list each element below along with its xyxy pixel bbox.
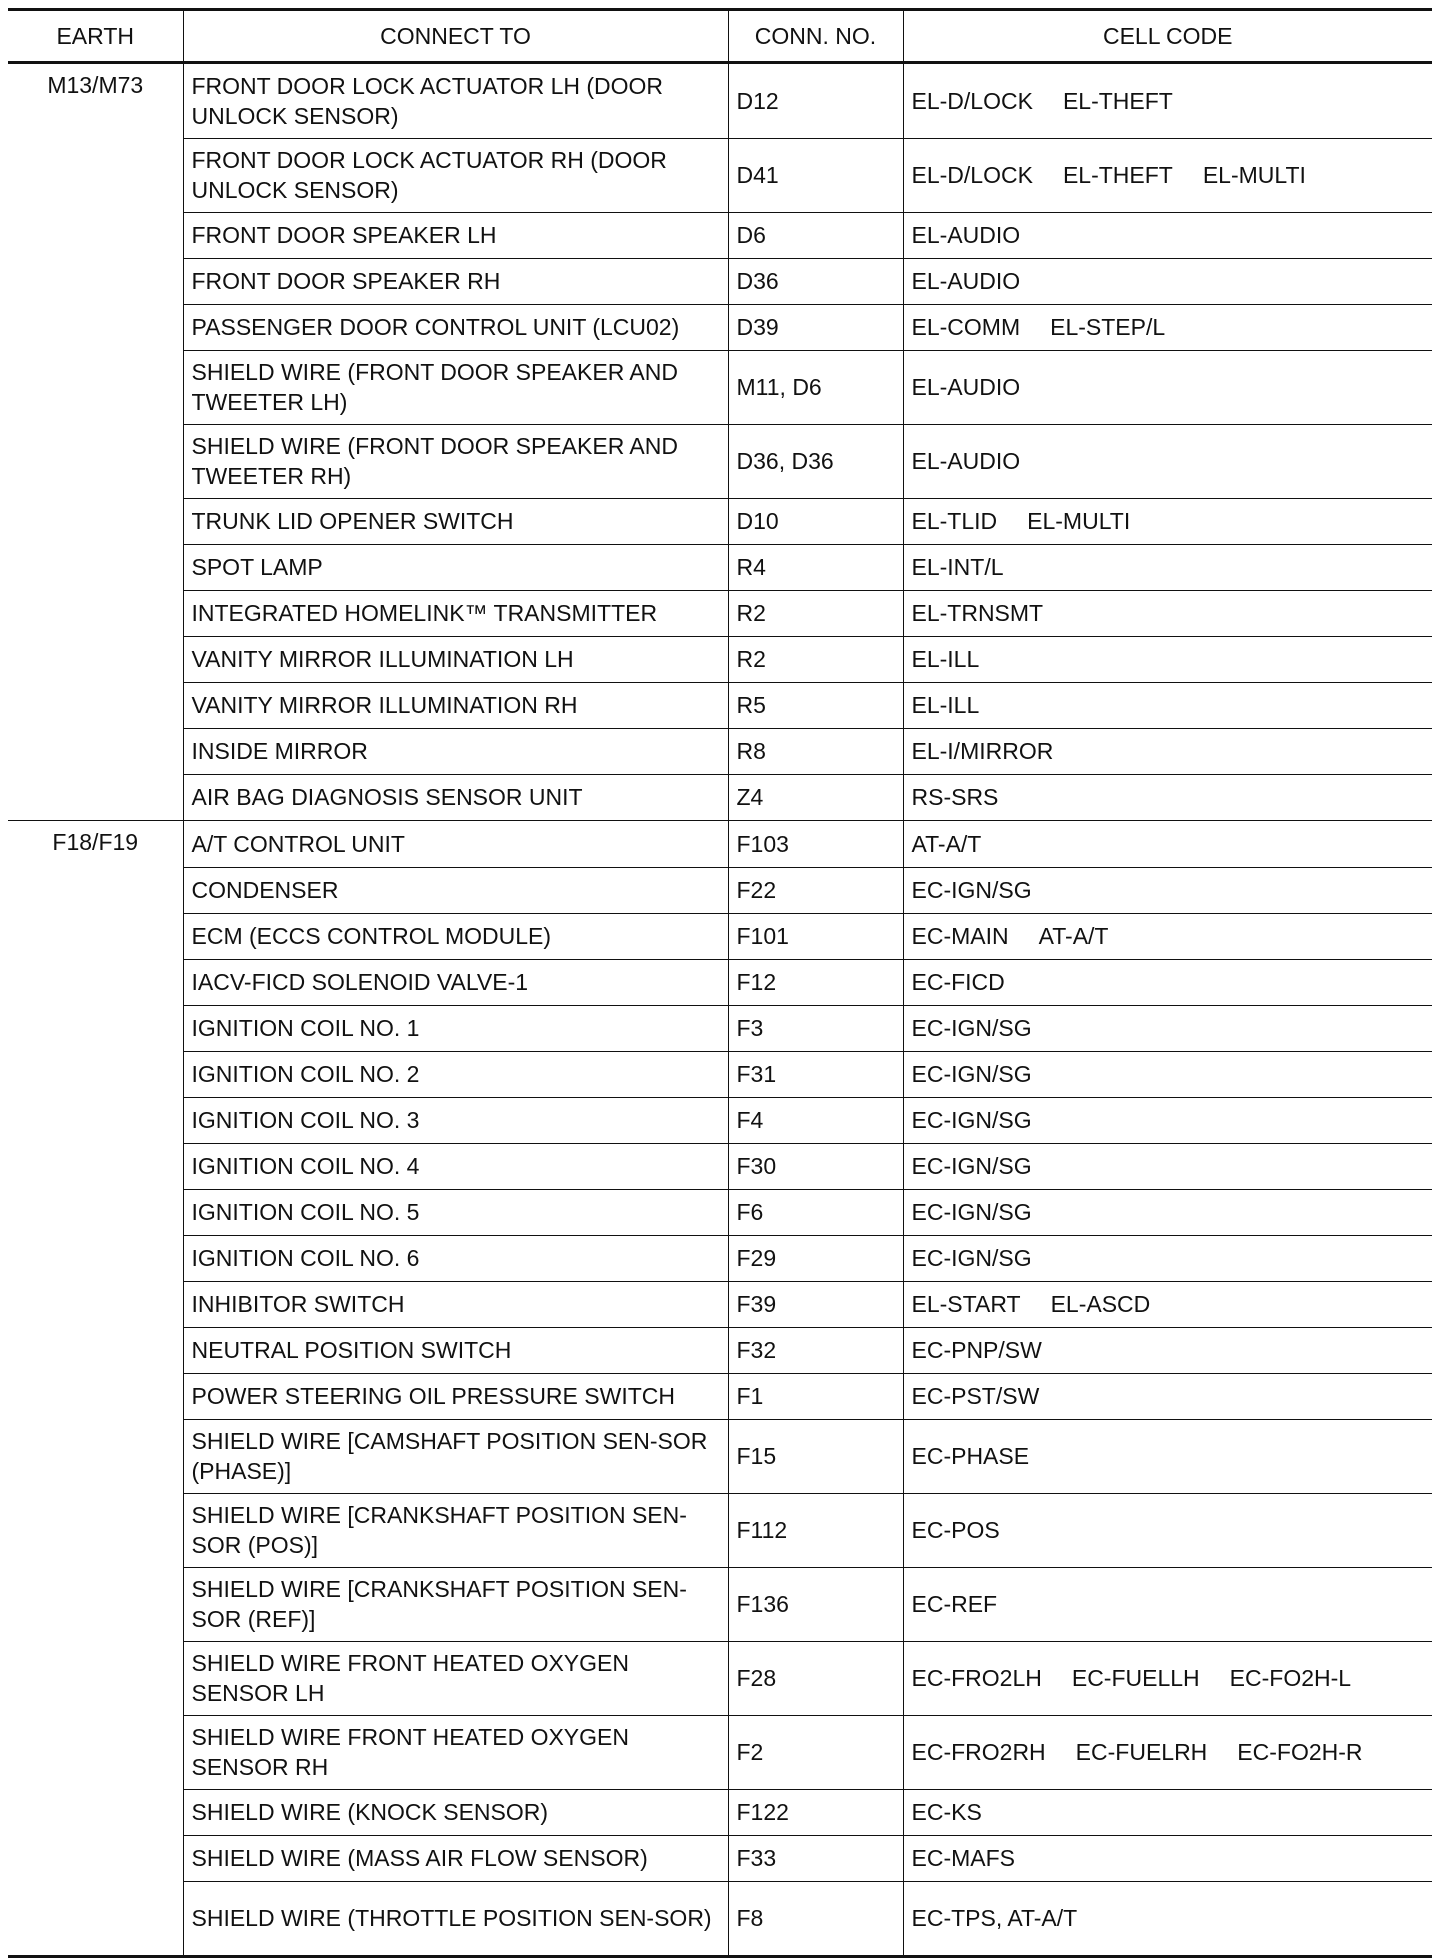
cell-code-cell [903, 1143, 1432, 1189]
cell-code: EC-IGN/SG [911, 877, 1032, 903]
earth-cell [8, 1051, 183, 1097]
earth-connection-table [8, 8, 1432, 1958]
cell-code: EL-MULTI [1202, 162, 1306, 188]
cell-code: EC-MAFS [911, 1845, 1015, 1871]
connect-to-cell: FRONT DOOR SPEAKER RH [183, 258, 728, 304]
cell-code: EL-D/LOCK [911, 87, 1033, 114]
cell-code-cell [903, 258, 1432, 304]
cell-code: EC-PST/SW [911, 1383, 1040, 1409]
cell-code: AT-A/T [1038, 923, 1109, 949]
table-row [8, 682, 1432, 728]
cell-code-cell [903, 63, 1432, 139]
connect-to-cell: SHIELD WIRE (FRONT DOOR SPEAKER AND TWEETER LH) [183, 350, 728, 424]
conn-no-cell: D12 [728, 63, 903, 139]
conn-no-cell: F33 [728, 1835, 903, 1881]
connect-to-cell: TRUNK LID OPENER SWITCH [183, 498, 728, 544]
earth-cell [8, 1789, 183, 1835]
earth-cell [8, 959, 183, 1005]
earth-cell [8, 728, 183, 774]
earth-cell [8, 138, 183, 212]
conn-no-cell: F122 [728, 1789, 903, 1835]
connect-to-cell: SHIELD WIRE FRONT HEATED OXYGEN SENSOR LH [183, 1641, 728, 1715]
conn-no-cell: F2 [728, 1715, 903, 1789]
connect-to-cell: VANITY MIRROR ILLUMINATION LH [183, 636, 728, 682]
connect-to-cell: NEUTRAL POSITION SWITCH [183, 1327, 728, 1373]
cell-code: EC-IGN/SG [911, 1015, 1032, 1041]
cell-code: EC-REF [911, 1591, 998, 1617]
cell-code-cell [903, 138, 1432, 212]
cell-code: EC-PNP/SW [911, 1337, 1042, 1363]
connect-to-cell: FRONT DOOR LOCK ACTUATOR RH (DOOR UNLOCK SENSOR) [183, 138, 728, 212]
cell-code: EC-FO2H-R [1237, 1739, 1363, 1765]
cell-code: EL-AUDIO [911, 222, 1021, 248]
connect-to-cell: SHIELD WIRE [CAMSHAFT POSITION SEN-SOR (PHASE)] [183, 1419, 728, 1493]
conn-no-cell: F30 [728, 1143, 903, 1189]
conn-no-cell: R5 [728, 682, 903, 728]
connect-to-cell: VANITY MIRROR ILLUMINATION RH [183, 682, 728, 728]
conn-no-cell: D41 [728, 138, 903, 212]
connect-to-cell: FRONT DOOR SPEAKER LH [183, 212, 728, 258]
conn-no-cell: F136 [728, 1567, 903, 1641]
earth-cell [8, 1281, 183, 1327]
connect-to-cell: SHIELD WIRE (FRONT DOOR SPEAKER AND TWEETER RH) [183, 424, 728, 498]
earth-cell [8, 774, 183, 821]
table-row [8, 138, 1432, 212]
cell-code: EC-IGN/SG [911, 1107, 1032, 1133]
cell-code-cell [903, 1493, 1432, 1567]
cell-code-cell [903, 636, 1432, 682]
cell-code: EC-FICD [911, 969, 1005, 995]
table-body [8, 63, 1432, 1957]
cell-code-cell [903, 1189, 1432, 1235]
cell-code: AT-A/T [911, 830, 982, 857]
cell-code-cell [903, 498, 1432, 544]
header-conn-no: CONN. NO. [728, 10, 903, 63]
cell-code: EL-START [911, 1291, 1021, 1317]
cell-code-cell [903, 544, 1432, 590]
connect-to-cell: POWER STEERING OIL PRESSURE SWITCH [183, 1373, 728, 1419]
earth-cell [8, 350, 183, 424]
connect-to-cell: INTEGRATED HOMELINK™ TRANSMITTER [183, 590, 728, 636]
cell-code-cell [903, 821, 1432, 868]
cell-code-cell [903, 682, 1432, 728]
cell-code: EL-TRNSMT [911, 600, 1044, 626]
conn-no-cell: F32 [728, 1327, 903, 1373]
cell-code-cell [903, 1373, 1432, 1419]
conn-no-cell: F29 [728, 1235, 903, 1281]
conn-no-cell: D39 [728, 304, 903, 350]
earth-cell [8, 258, 183, 304]
earth-cell [8, 212, 183, 258]
cell-code-cell [903, 1097, 1432, 1143]
connect-to-cell: FRONT DOOR LOCK ACTUATOR LH (DOOR UNLOCK SENSOR) [183, 63, 728, 139]
cell-code-cell [903, 1281, 1432, 1327]
conn-no-cell: R8 [728, 728, 903, 774]
cell-code: EC-FUELRH [1075, 1739, 1208, 1765]
cell-code: EC-FRO2LH [911, 1665, 1042, 1691]
cell-code: EC-TPS, AT-A/T [911, 1905, 1078, 1932]
cell-code: EL-ILL [911, 646, 980, 672]
conn-no-cell: F8 [728, 1881, 903, 1957]
cell-code: EC-IGN/SG [911, 1153, 1032, 1179]
earth-cell [8, 1419, 183, 1493]
cell-code-cell [903, 1235, 1432, 1281]
connect-to-cell: IGNITION COIL NO. 4 [183, 1143, 728, 1189]
table-row [8, 959, 1432, 1005]
cell-code: EL-MULTI [1027, 508, 1131, 534]
cell-code-cell [903, 913, 1432, 959]
connect-to-cell: SHIELD WIRE [CRANKSHAFT POSITION SEN-SOR (POS)] [183, 1493, 728, 1567]
cell-code-cell [903, 728, 1432, 774]
table-row [8, 63, 1432, 139]
connect-to-cell: PASSENGER DOOR CONTROL UNIT (LCU02) [183, 304, 728, 350]
table-row [8, 258, 1432, 304]
conn-no-cell: F112 [728, 1493, 903, 1567]
earth-cell [8, 304, 183, 350]
earth-cell [8, 1881, 183, 1957]
connect-to-cell: SHIELD WIRE FRONT HEATED OXYGEN SENSOR RH [183, 1715, 728, 1789]
earth-cell [8, 1005, 183, 1051]
earth-cell [8, 424, 183, 498]
cell-code: EL-STEP/L [1050, 314, 1166, 340]
conn-no-cell: R4 [728, 544, 903, 590]
cell-code-cell [903, 1419, 1432, 1493]
conn-no-cell: F12 [728, 959, 903, 1005]
table-row [8, 1419, 1432, 1493]
cell-code-cell [903, 1881, 1432, 1957]
cell-code-cell [903, 424, 1432, 498]
cell-code-cell [903, 1327, 1432, 1373]
conn-no-cell: M11, D6 [728, 350, 903, 424]
cell-code: EL-THEFT [1062, 162, 1173, 188]
cell-code: EC-IGN/SG [911, 1199, 1032, 1225]
cell-code: EL-AUDIO [911, 374, 1021, 400]
cell-code-cell [903, 867, 1432, 913]
cell-code: EC-IGN/SG [911, 1245, 1032, 1271]
cell-code-cell [903, 1005, 1432, 1051]
connect-to-cell: CONDENSER [183, 867, 728, 913]
conn-no-cell: R2 [728, 590, 903, 636]
cell-code: EC-KS [911, 1799, 982, 1825]
table-row [8, 304, 1432, 350]
connect-to-cell: SHIELD WIRE (KNOCK SENSOR) [183, 1789, 728, 1835]
cell-code-cell [903, 774, 1432, 821]
cell-code: EL-ILL [911, 692, 980, 718]
earth-cell [8, 1235, 183, 1281]
earth-cell [8, 1143, 183, 1189]
earth-cell: F18/F19 [8, 821, 183, 868]
earth-cell [8, 1189, 183, 1235]
table-row [8, 1789, 1432, 1835]
conn-no-cell: F3 [728, 1005, 903, 1051]
cell-code-cell [903, 1567, 1432, 1641]
conn-no-cell: F103 [728, 821, 903, 868]
table-row [8, 1641, 1432, 1715]
earth-cell [8, 1715, 183, 1789]
cell-code: EL-AUDIO [911, 268, 1021, 294]
cell-code: EL-INT/L [911, 554, 1004, 580]
earth-cell [8, 1373, 183, 1419]
cell-code-cell [903, 1641, 1432, 1715]
connect-to-cell: AIR BAG DIAGNOSIS SENSOR UNIT [183, 774, 728, 821]
cell-code: EC-FRO2RH [911, 1739, 1046, 1765]
connect-to-cell: IGNITION COIL NO. 5 [183, 1189, 728, 1235]
header-connect-to: CONNECT TO [183, 10, 728, 63]
connect-to-cell: SPOT LAMP [183, 544, 728, 590]
table-row [8, 1235, 1432, 1281]
earth-cell [8, 867, 183, 913]
table-row [8, 1715, 1432, 1789]
cell-code: EL-THEFT [1062, 87, 1173, 114]
table-row [8, 728, 1432, 774]
conn-no-cell: F4 [728, 1097, 903, 1143]
cell-code: EC-FO2H-L [1229, 1665, 1352, 1691]
cell-code: EL-TLID [911, 508, 998, 534]
connect-to-cell: IACV-FICD SOLENOID VALVE-1 [183, 959, 728, 1005]
connect-to-cell: SHIELD WIRE (THROTTLE POSITION SEN-SOR) [183, 1881, 728, 1957]
earth-cell [8, 913, 183, 959]
table-row [8, 867, 1432, 913]
earth-cell [8, 1641, 183, 1715]
earth-cell [8, 590, 183, 636]
conn-no-cell: Z4 [728, 774, 903, 821]
table-row [8, 1327, 1432, 1373]
cell-code: EC-FUELLH [1071, 1665, 1200, 1691]
cell-code-cell [903, 959, 1432, 1005]
conn-no-cell: F28 [728, 1641, 903, 1715]
connect-to-cell: IGNITION COIL NO. 2 [183, 1051, 728, 1097]
table-row [8, 1881, 1432, 1957]
table-row [8, 774, 1432, 821]
header-earth: EARTH [8, 10, 183, 63]
header-cell-code: CELL CODE [903, 10, 1432, 63]
cell-code: EC-IGN/SG [911, 1061, 1032, 1087]
conn-no-cell: F22 [728, 867, 903, 913]
cell-code: EL-AUDIO [911, 448, 1021, 474]
conn-no-cell: F15 [728, 1419, 903, 1493]
earth-cell [8, 636, 183, 682]
table-row [8, 913, 1432, 959]
table-row [8, 636, 1432, 682]
cell-code: RS-SRS [911, 784, 999, 811]
conn-no-cell: F31 [728, 1051, 903, 1097]
connect-to-cell: INHIBITOR SWITCH [183, 1281, 728, 1327]
conn-no-cell: F101 [728, 913, 903, 959]
cell-code-cell [903, 304, 1432, 350]
conn-no-cell: D10 [728, 498, 903, 544]
connect-to-cell: SHIELD WIRE (MASS AIR FLOW SENSOR) [183, 1835, 728, 1881]
cell-code: EC-POS [911, 1517, 1000, 1543]
earth-cell [8, 498, 183, 544]
earth-cell [8, 1097, 183, 1143]
table-row [8, 424, 1432, 498]
earth-cell: M13/M73 [8, 63, 183, 139]
table-row [8, 1281, 1432, 1327]
connect-to-cell: IGNITION COIL NO. 1 [183, 1005, 728, 1051]
conn-no-cell: D36, D36 [728, 424, 903, 498]
table-row [8, 821, 1432, 868]
earth-cell [8, 544, 183, 590]
cell-code: EL-ASCD [1050, 1291, 1151, 1317]
table-row [8, 1493, 1432, 1567]
earth-cell [8, 1493, 183, 1567]
earth-cell [8, 682, 183, 728]
earth-cell [8, 1327, 183, 1373]
cell-code: EL-D/LOCK [911, 162, 1033, 188]
connect-to-cell: IGNITION COIL NO. 6 [183, 1235, 728, 1281]
table-row [8, 1567, 1432, 1641]
table-row [8, 1005, 1432, 1051]
table-row [8, 212, 1432, 258]
cell-code-cell [903, 1789, 1432, 1835]
table-row [8, 1097, 1432, 1143]
conn-no-cell: F39 [728, 1281, 903, 1327]
table-row [8, 1189, 1432, 1235]
cell-code: EL-COMM [911, 314, 1021, 340]
cell-code-cell [903, 1715, 1432, 1789]
connect-to-cell: ECM (ECCS CONTROL MODULE) [183, 913, 728, 959]
earth-point-table-document [8, 8, 1432, 1958]
table-row [8, 544, 1432, 590]
conn-no-cell: F6 [728, 1189, 903, 1235]
connect-to-cell: SHIELD WIRE [CRANKSHAFT POSITION SEN-SOR (REF)] [183, 1567, 728, 1641]
connect-to-cell: INSIDE MIRROR [183, 728, 728, 774]
cell-code-cell [903, 212, 1432, 258]
conn-no-cell: F1 [728, 1373, 903, 1419]
table-row [8, 1373, 1432, 1419]
cell-code: EC-PHASE [911, 1443, 1030, 1469]
connect-to-cell: IGNITION COIL NO. 3 [183, 1097, 728, 1143]
cell-code-cell [903, 1051, 1432, 1097]
earth-cell [8, 1567, 183, 1641]
cell-code-cell [903, 350, 1432, 424]
conn-no-cell: D6 [728, 212, 903, 258]
table-row [8, 498, 1432, 544]
cell-code: EC-MAIN [911, 923, 1009, 949]
table-row [8, 1051, 1432, 1097]
table-row [8, 590, 1432, 636]
table-header-row [8, 10, 1432, 63]
conn-no-cell: R2 [728, 636, 903, 682]
cell-code: EL-I/MIRROR [911, 738, 1054, 764]
table-row [8, 1143, 1432, 1189]
cell-code-cell [903, 590, 1432, 636]
conn-no-cell: D36 [728, 258, 903, 304]
connect-to-cell: A/T CONTROL UNIT [183, 821, 728, 868]
table-row [8, 350, 1432, 424]
